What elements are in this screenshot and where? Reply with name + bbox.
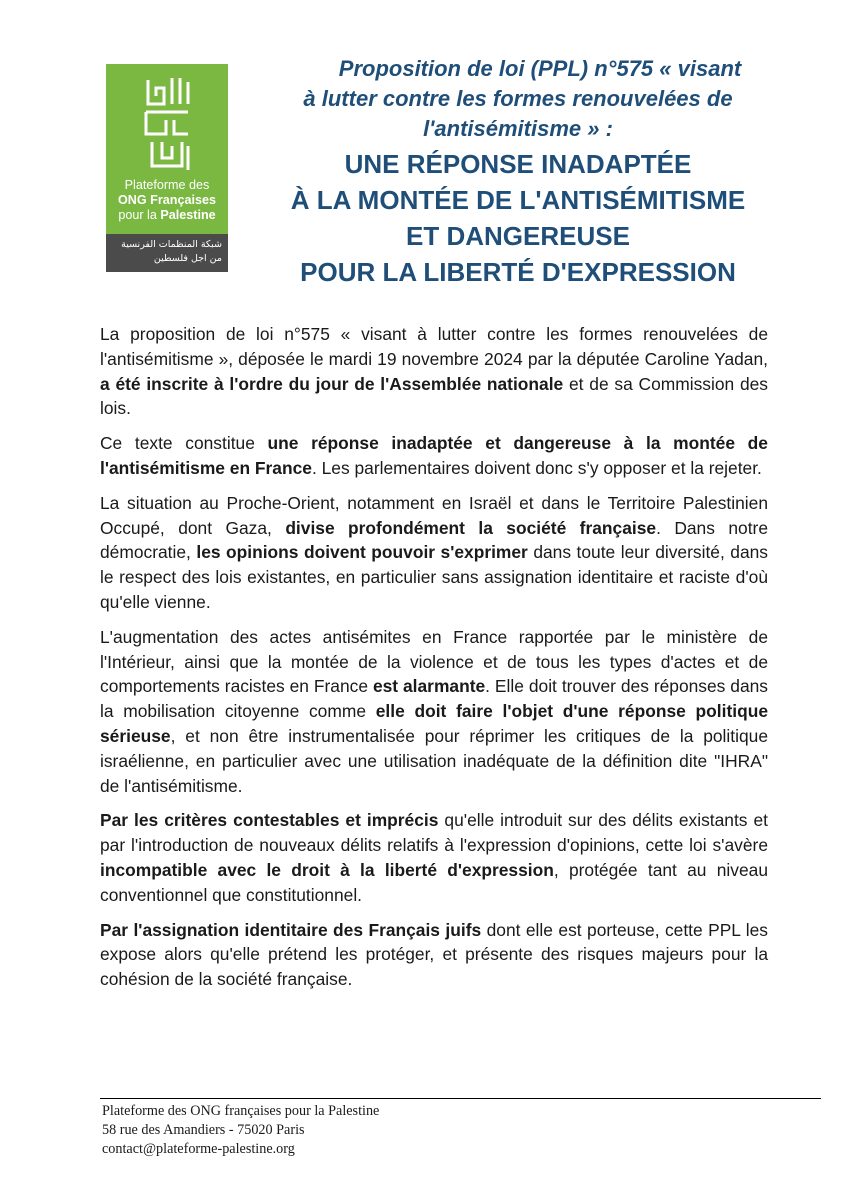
footer-organization: Plateforme des ONG françaises pour la Palestine [102,1103,380,1119]
title-line: ET DANGEREUSE [406,221,630,251]
paragraph-4: L'augmentation des actes antisémites en France rapportée par le ministère de l'Intérieur, ainsi que la montée de la violence et de tous les types d'actes et de comportements racistes en France est alarmante. Elle doit trouver des réponses dans la mobilisation citoyenne comme elle doit faire l'objet d'une réponse politique sérieuse, et non être instrumentalisée pour réprimer les critiques de la politique israélienne, en particulier avec une utilisation inadéquate de la définition dite "IHRA" de l'antisémitisme. [100,626,769,796]
logo-wordmark [106,178,228,223]
subtitle-line: Proposition de loi (PPL) n°575 « visant [338,56,742,81]
logo-line-2: ONG Françaises [118,193,216,207]
logo-arabic-line-1: شبكة المنظمات الفرنسية [121,239,222,250]
title-line: UNE RÉPONSE INADAPTÉE [344,149,692,179]
document-header [238,54,798,290]
subtitle-line: à lutter contre les formes renouvelées de [303,86,733,111]
subtitle-line: l'antisémitisme » : [423,116,613,141]
logo-arabic-band [106,234,228,272]
paragraph-5: Par les critères contestables et imprécis qu'elle introduit sur des délits existants et par l'introduction de nouveaux délits relatifs à l'expression d'opinions, cette loi s'avère incompatible avec le droit à la liberté d'expression, protégée tant au niveau conventionnel que constitutionnel. [100,810,769,905]
paragraph-6: Par l'assignation identitaire des Français juifs dont elle est porteuse, cette PPL les expose alors qu'elle prétend les protéger, et présente des risques majeurs pour la cohésion de la société française. [100,919,768,990]
platform-logo [106,64,228,272]
footer-email[interactable]: contact@plateforme-palestine.org [102,1141,295,1157]
document-title [238,146,798,290]
footer-divider [100,1098,821,1099]
footer-street-address: 58 rue des Amandiers - 75020 Paris [102,1122,305,1138]
footer-address [102,1102,379,1159]
logo-line-3: pour la Palestine [118,208,216,222]
document-subtitle [238,54,798,144]
paragraph-3: La situation au Proche-Orient, notamment en Israël et dans le Territoire Palestinien Occupé, dont Gaza, divise profondément la société française. Dans notre démocratie, les opinions doivent pouvoir s'exprimer dans toute leur diversité, dans le respect des lois existantes, en particulier sans assignation identitaire et raciste d'où qu'elle vienne. [100,492,768,612]
document-body [100,322,768,1002]
title-line: À LA MONTÉE DE L'ANTISÉMITISME [290,185,746,215]
logo-line-1: Plateforme des [124,178,210,192]
logo-green-panel [106,64,228,234]
paragraph-1: La proposition de loi n°575 « visant à lutter contre les formes renouvelées de l'antisémitisme », déposée le mardi 19 novembre 2024 par la députée Caroline Yadan, a été inscrite à l'ordre du jour de l'Assemblée nationale et de sa Commission des lois. [100,324,769,419]
paragraph-2: Ce texte constitue une réponse inadaptée et dangereuse à la montée de l'antisémitisme en France. Les parlementaires doivent donc s'y opposer et la rejeter. [100,433,768,478]
logo-arabic-line-2: من اجل فلسطين [153,253,222,264]
kufic-calligraphy-icon [142,74,192,172]
title-line: POUR LA LIBERTÉ D'EXPRESSION [300,257,736,287]
